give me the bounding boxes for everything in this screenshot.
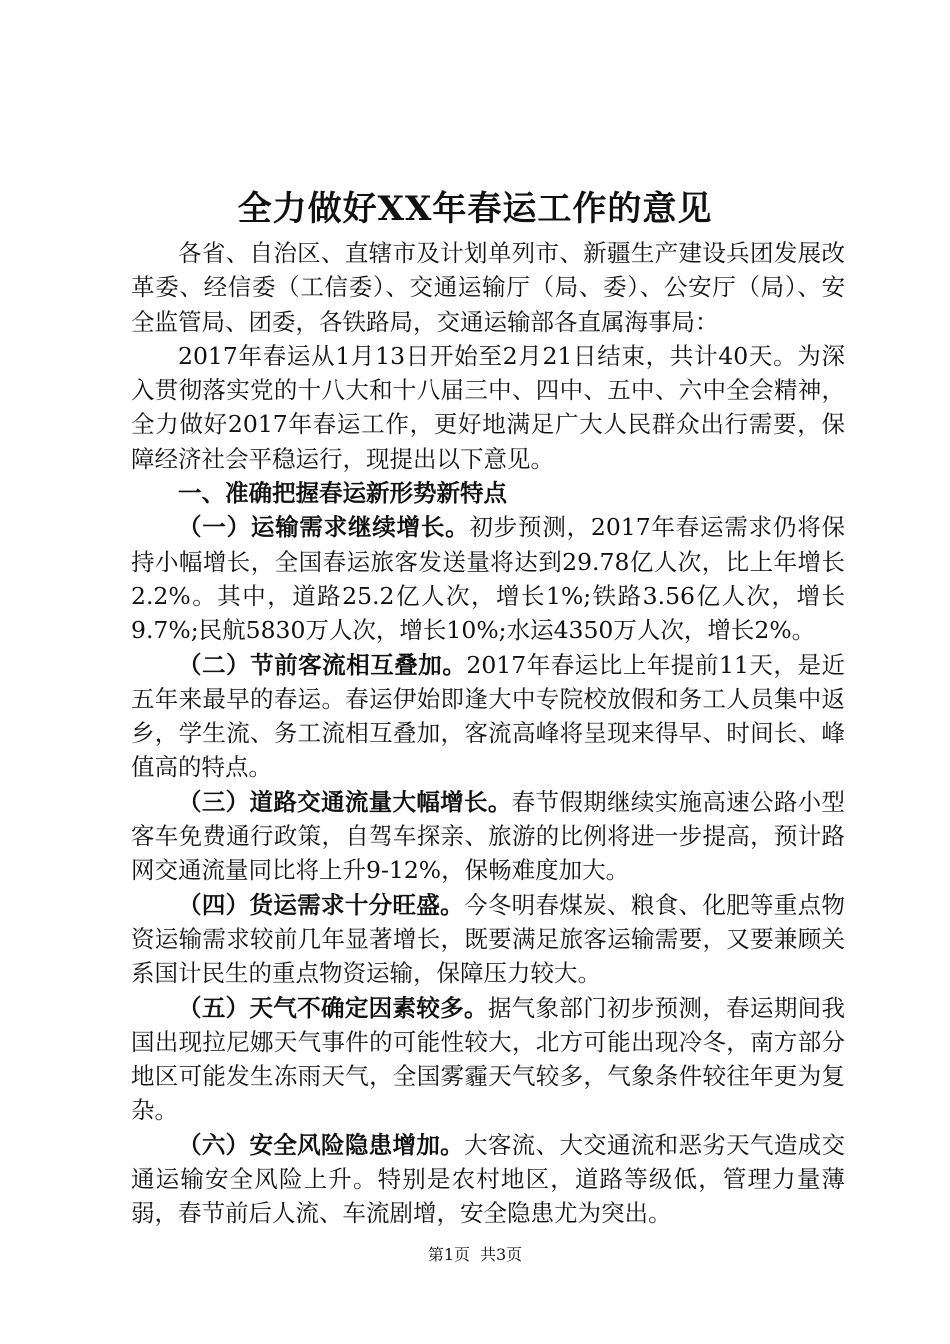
document-body <box>131 236 845 1231</box>
paragraph-text: 2017年春运从1月13日开始至2月21日结束，共计40天。为深入贯彻落实党的十八大和十八届三中、四中、五中、六中全会精神，全力做好2017年春运工作，更好地满足广大人民群众出行需要，保障经济社会平稳运行，现提出以下意见。 <box>131 341 845 473</box>
paragraph-text: 2017年春运比上年提前11天，是近五年来最早的春运。春运伊始即逢大中专院校放假和务工人员集中返乡，学生流、务工流相互叠加，客流高峰将呈现来得早、时间长、峰值高的特点。 <box>131 650 845 782</box>
paragraph-text: 各省、自治区、直辖市及计划单列市、新疆生产建设兵团发展改革委、经信委（工信委）、交通运输厅（局、委）、公安厅（局）、安全监管局、团委，各铁路局，交通运输部各直属海事局： <box>131 239 845 336</box>
paragraph-text: 据气象部门初步预测，春运期间我国出现拉尼娜天气事件的可能性较大，北方可能出现冷冬，南方部分地区可能发生冻雨天气，全国雾霾天气较多，气象条件较往年更为复杂。 <box>131 993 846 1125</box>
section-heading-text: 一、准确把握春运新形势新特点 <box>178 479 507 508</box>
paragraph-text: 今冬明春煤炭、粮食、化肥等重点物资运输需求较前几年显著增长，既要满足旅客运输需要，又要兼顾关系国计民生的重点物资运输，保障压力较大。 <box>131 890 845 988</box>
paragraph-intro <box>131 339 845 476</box>
paragraph-salutation <box>131 236 845 339</box>
point-lead: （一）运输需求继续增长。 <box>178 513 470 542</box>
paragraph-text: 初步预测，2017年春运需求仍将保持小幅增长，全国春运旅客发送量将达到29.78亿人次，比上年增长2.2%。其中，道路25.2亿人次，增长1%;铁路3.56亿人次，增长9.7%;民航5830万人次，增长10%;水运4350万人次，增长2%。 <box>131 513 845 645</box>
section-heading <box>131 476 845 510</box>
point-lead: （六）安全风险隐患增加。 <box>178 1130 464 1159</box>
paragraph-point-2 <box>131 648 845 785</box>
paragraph-point-3 <box>131 785 845 888</box>
point-lead: （五）天气不确定因素较多。 <box>178 993 488 1022</box>
document-title: 全力做好XX年春运工作的意见 <box>237 189 713 229</box>
paragraph-text: 大客流、大交通流和恶劣天气造成交通运输安全风险上升。特别是农村地区，道路等级低，管理力量薄弱，春节前后人流、车流剧增，安全隐患尤为突出。 <box>131 1130 845 1228</box>
paragraph-point-4 <box>131 888 845 991</box>
point-lead: （二）节前客流相互叠加。 <box>178 650 467 679</box>
point-lead: （四）货运需求十分旺盛。 <box>178 890 464 919</box>
paragraph-point-6 <box>131 1128 845 1231</box>
paragraph-point-5 <box>131 991 845 1128</box>
page-total: 共3页 <box>480 1245 523 1264</box>
page-number: 第1页 <box>427 1245 470 1264</box>
paragraph-text: 春节假期继续实施高速公路小型客车免费通行政策，自驾车探亲、旅游的比例将进一步提高，预计路网交通流量同比将上升9-12%，保畅难度加大。 <box>131 787 846 885</box>
point-lead: （三）道路交通流量大幅增长。 <box>178 787 512 816</box>
paragraph-point-1 <box>131 510 845 647</box>
page-footer <box>0 1243 950 1267</box>
